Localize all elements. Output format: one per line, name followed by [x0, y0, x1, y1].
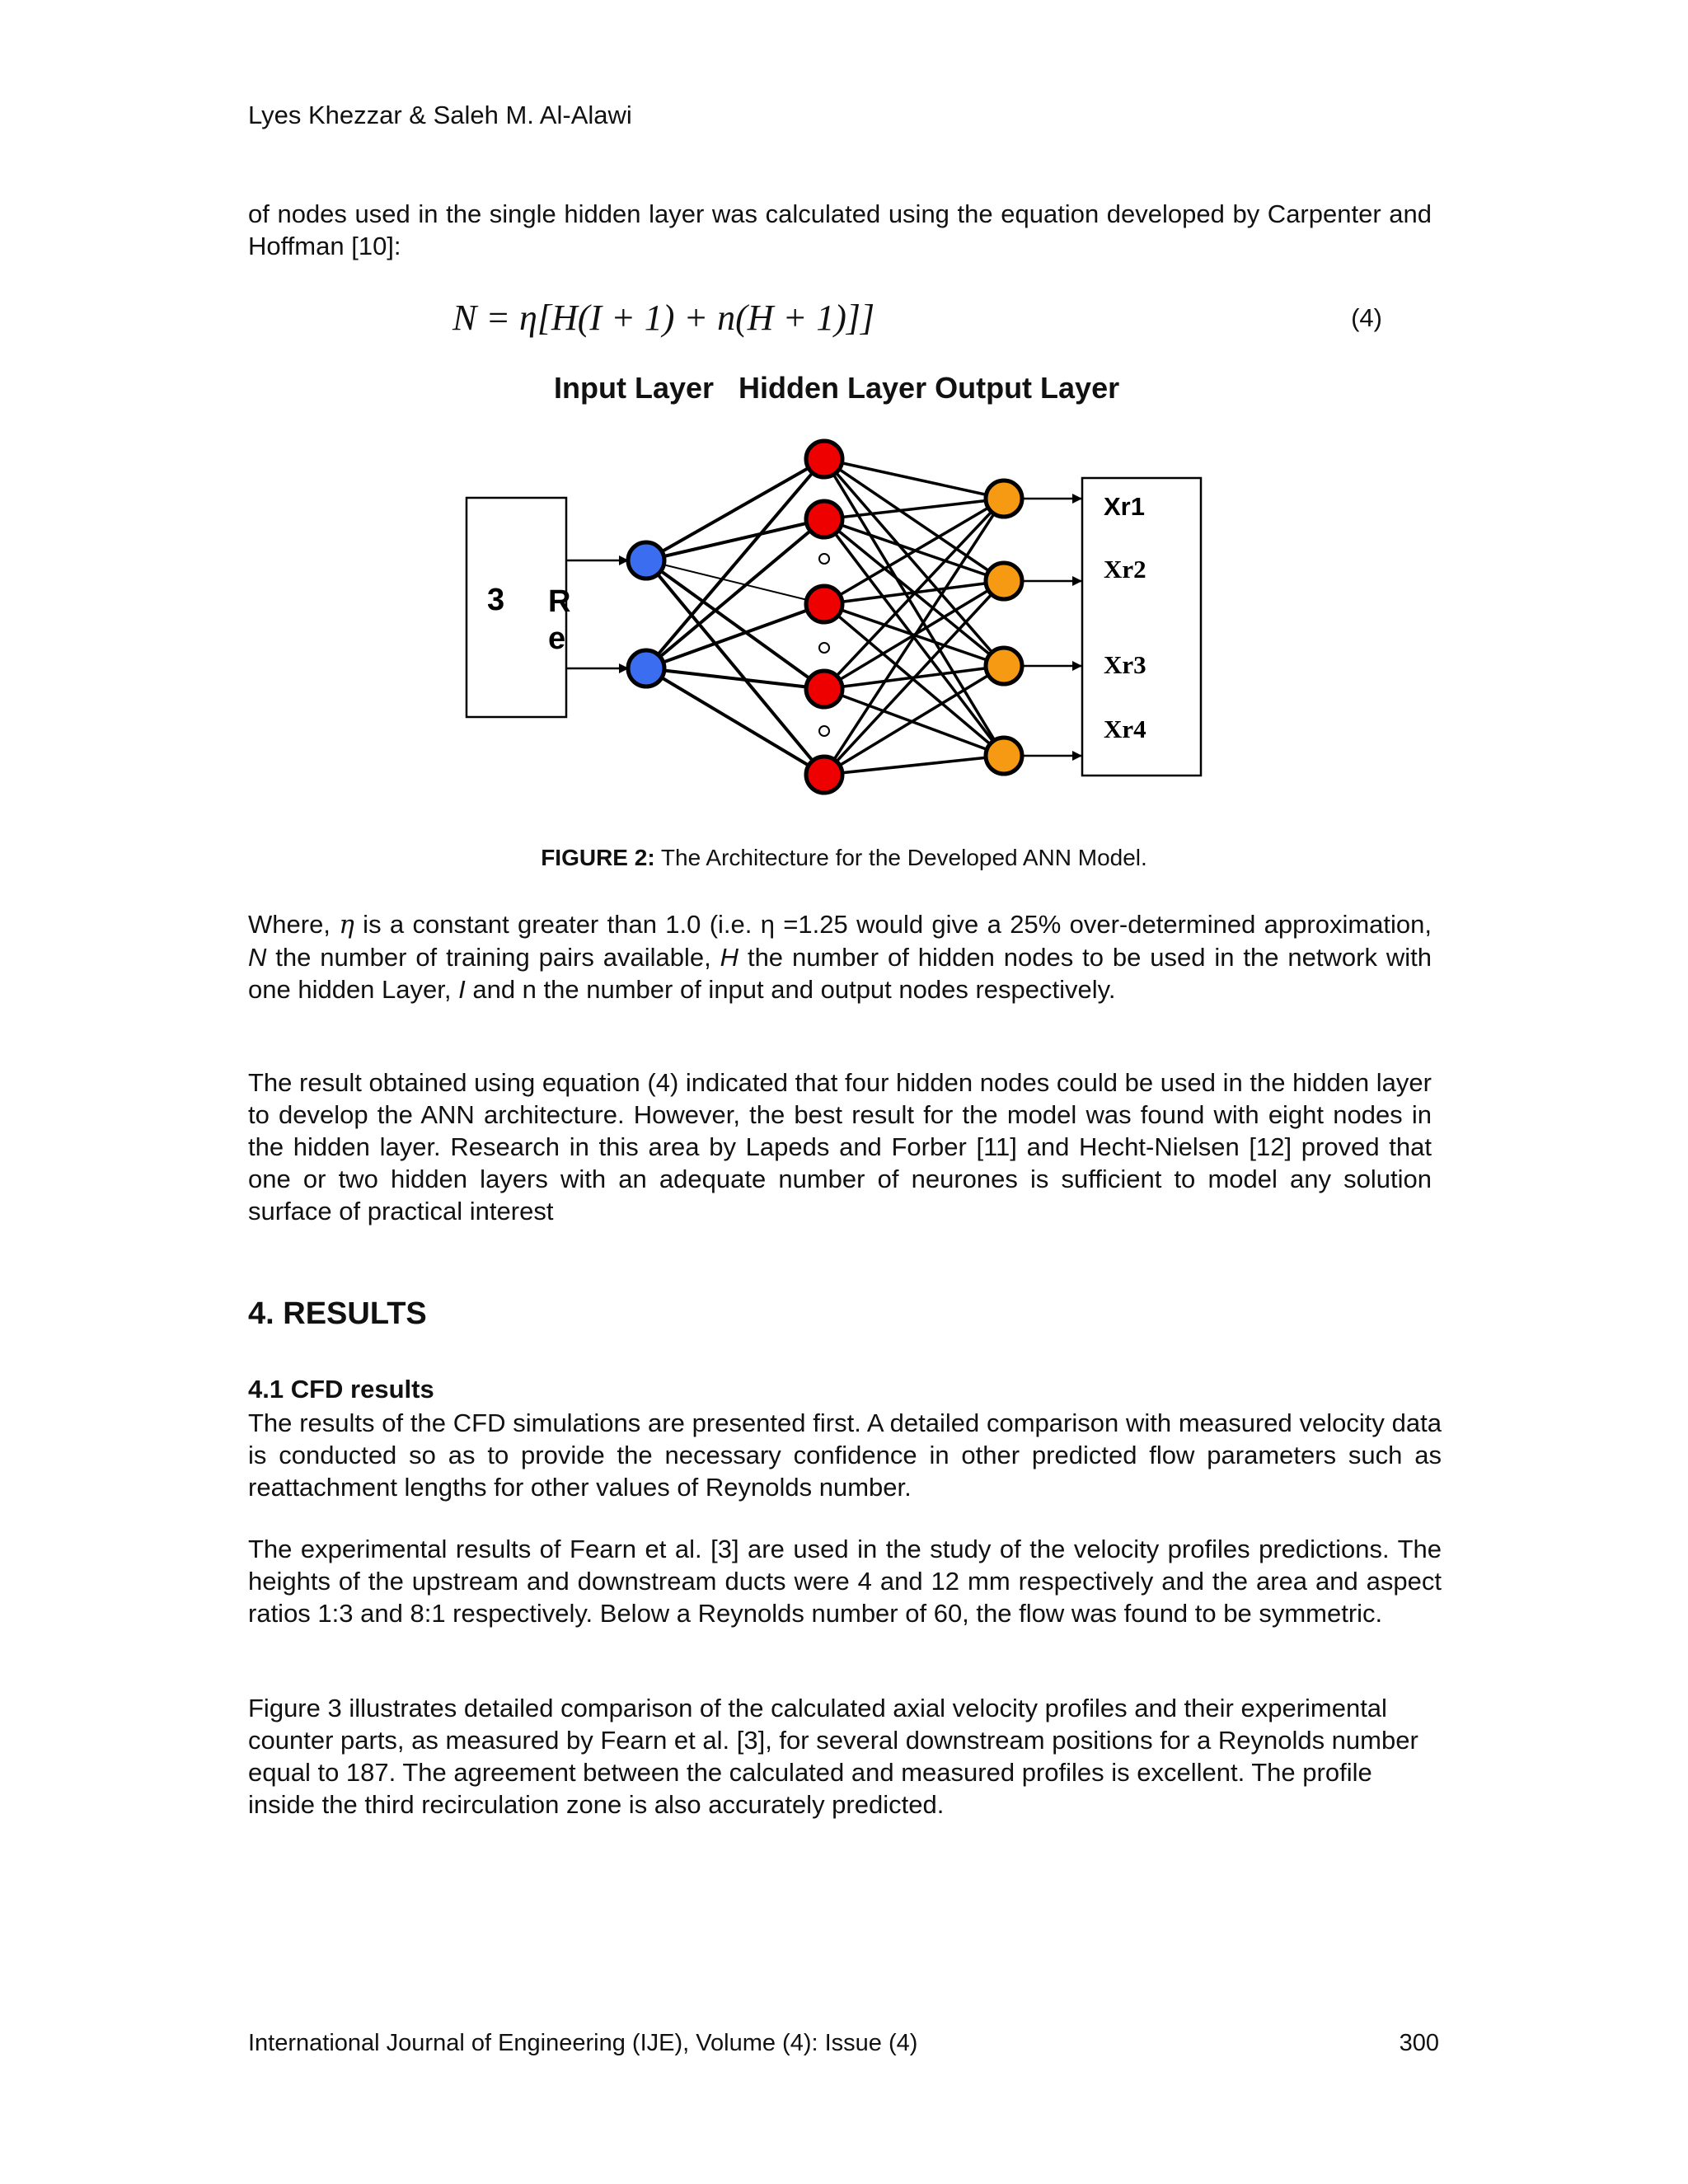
where-lead: Where,: [248, 910, 340, 939]
hidden-ellipsis-dot-3: [819, 726, 829, 736]
output-label-xr1: Xr1: [1104, 492, 1145, 521]
output-node-4: [986, 738, 1022, 774]
footer-page-number: 300: [1399, 2030, 1439, 2056]
where-text-4: and n the number of input and output nodes respectively.: [465, 975, 1116, 1004]
output-label-xr4: Xr4: [1104, 715, 1146, 743]
input-node-1: [628, 542, 664, 579]
figure-caption: [0, 845, 1688, 871]
symbol-i: I: [458, 975, 466, 1004]
hidden-ellipsis-dot-1: [819, 554, 829, 564]
figure-layer-titles: Input Layer Hidden Layer Output Layer: [554, 371, 1120, 405]
hidden-node-5: [806, 757, 842, 793]
where-text-3: the number of hidden nodes to be used in the network with one hidden Layer,: [248, 943, 1432, 1004]
section-heading-results: 4. RESULTS: [248, 1296, 427, 1331]
input-node-2: [628, 650, 664, 687]
hidden-ellipsis-dot-2: [819, 643, 829, 653]
hidden-node-4: [806, 671, 842, 707]
symbol-n-upper: N: [248, 943, 267, 972]
input-box-number: 3: [487, 583, 505, 617]
edges-hidden-output: [824, 459, 1004, 775]
result-paragraph: The result obtained using equation (4) indicated that four hidden nodes could be used in the hidden layer to develop the ANN architecture. However, the best result for the model was found with eight nodes in the hidden layer. Research in this area by Lapeds and Forber [11] and Hecht-Nielsen [12] proved that one or two hidden layers with an adequate number of neurones is sufficient to model any solution surface of practical interest: [248, 1068, 1432, 1226]
output-node-2: [986, 563, 1022, 599]
hidden-node-1: [806, 441, 842, 477]
output-label-xr3: Xr3: [1104, 650, 1146, 679]
ann-architecture-figure: [0, 429, 1688, 832]
figure-caption-label: FIGURE 2:: [541, 845, 655, 870]
where-text-1: is a constant greater than 1.0 (i.e. η =1.25 would give a 25% over-determined approximation,: [354, 910, 1432, 939]
equation-formula: N = η[H(I + 1) + n(H + 1)]]: [452, 298, 875, 338]
symbol-h: H: [720, 943, 739, 972]
input-box-partial-label-2: e: [548, 621, 566, 656]
output-label-xr2: Xr2: [1104, 555, 1146, 583]
intro-paragraph: of nodes used in the single hidden layer was calculated using the equation developed by Carpenter and Hoffman [10]:: [248, 199, 1432, 260]
footer-journal: International Journal of Engineering (IJE), Volume (4): Issue (4): [248, 2030, 918, 2056]
hidden-node-3: [806, 586, 842, 622]
subsection-heading-cfd-results: 4.1 CFD results: [248, 1375, 434, 1404]
equation-4: [248, 297, 1382, 343]
eta-symbol: η: [339, 910, 354, 940]
where-paragraph: [248, 908, 1432, 1005]
cfd-paragraph-1: The results of the CFD simulations are presented first. A detailed comparison with measured velocity data is conducted so as to provide the necessary confidence in other predicted flow parameters such as reattachment lengths for other values of Reynolds number.: [248, 1408, 1442, 1502]
input-box-partial-label-1: R: [548, 584, 571, 619]
output-node-3: [986, 648, 1022, 684]
running-header: Lyes Khezzar & Saleh M. Al-Alawi: [248, 101, 632, 129]
output-node-1: [986, 480, 1022, 517]
hidden-node-2: [806, 501, 842, 537]
cfd-paragraph-2: The experimental results of Fearn et al. [3] are used in the study of the velocity profiles predictions. The heights of the upstream and downstream ducts were 4 and 12 mm respectively and the area and aspect ratios 1:3 and 8:1 respectively. Below a Reynolds number of 60, the flow was found to be symmetric.: [248, 1535, 1442, 1628]
equation-number: (4): [1351, 303, 1382, 332]
figure-caption-text: The Architecture for the Developed ANN Model.: [654, 845, 1147, 870]
edges-input-hidden: [646, 459, 824, 775]
where-text-2: the number of training pairs available,: [266, 943, 720, 972]
cfd-paragraph-3: Figure 3 illustrates detailed comparison of the calculated axial velocity profiles and their experimental counter parts, as measured by Fearn et al. [3], for several downstream positions for a Reynolds number equal to 187. The agreement between the calculated and measured profiles is excellent. The profile inside the third recirculation zone is also accurately predicted.: [248, 1694, 1418, 1819]
